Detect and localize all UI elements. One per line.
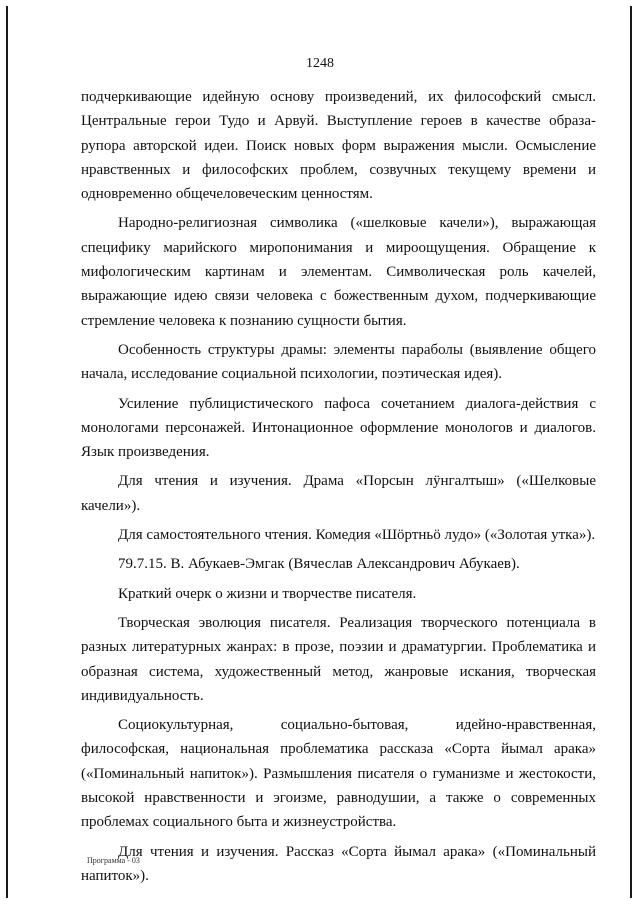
paragraph-pathos: Усиление публицистического пафоса сочетанием диалога-действия с монологами персонажей. Интонационное оформление монологов и диалогов. Язык произведения. [81,395,596,461]
paragraph-symbolism: Народно-религиозная символика («шелковые качели»), выражающая специфику марийского миропонимания и мироощущения. Обращение к мифологическим картинам и элементам. Символическая роль качелей, выражающие идею связи человека с божественным духом, подчеркивающие стремление человека к познанию сущности бытия. [81,215,596,329]
document-body [81,85,596,893]
paragraph-evolution: Творческая эволюция писателя. Реализация творческого потенциала в разных литературных жанрах: в прозе, поэзии и драматургии. Проблематика и образная система, художественный метод, жанровые искания, творческая индивидуальность. [81,614,596,704]
paragraph-structure: Особенность структуры драмы: элементы параболы (выявление общего начала, исследование социальной психологии, поэтическая идея). [81,341,596,383]
paragraph-reading-drama: Для чтения и изучения. Драма «Порсын лӱнгалтыш» («Шелковые качели»). [81,473,596,514]
section-heading: 79.7.15. В. Абукаев-Эмгак (Вячеслав Александрович Абукаев). [118,556,520,573]
paragraph-independent-reading: Для самостоятельного чтения. Комедия «Шӧртньӧ лудо» («Золотая утка»). [118,527,596,544]
paragraph-continuation: подчеркивающие идейную основу произведений, их философский смысл. Центральные герои Тудо и Арвуй. Выступление героев в качестве образа-рупора авторской идеи. Поиск новых форм выражения мысли. Осмысление нравственных и философских проблем, созвучных текущему времени и одновременно общечеловеческим ценностям. [81,89,596,203]
paragraph-reading-story: Для чтения и изучения. Рассказ «Сорта йымал арака» («Поминальный напиток»). [81,843,596,884]
page-number: 1248 [306,56,334,71]
paragraph-biography: Краткий очерк о жизни и творчестве писателя. [118,585,417,602]
footer-label: Программа - 03 [87,856,140,865]
paragraph-problematics: Социокультурная, социально-бытовая, идейно-нравственная, философская, национальная проблематика рассказа «Сорта йымал арака» («Поминальный напиток»). Размышления писателя о гуманизме и жестокости, высокой нравственности и эгоизме, равнодушии, а также о современных проблемах социального быта и жизнеустройства. [81,717,596,831]
